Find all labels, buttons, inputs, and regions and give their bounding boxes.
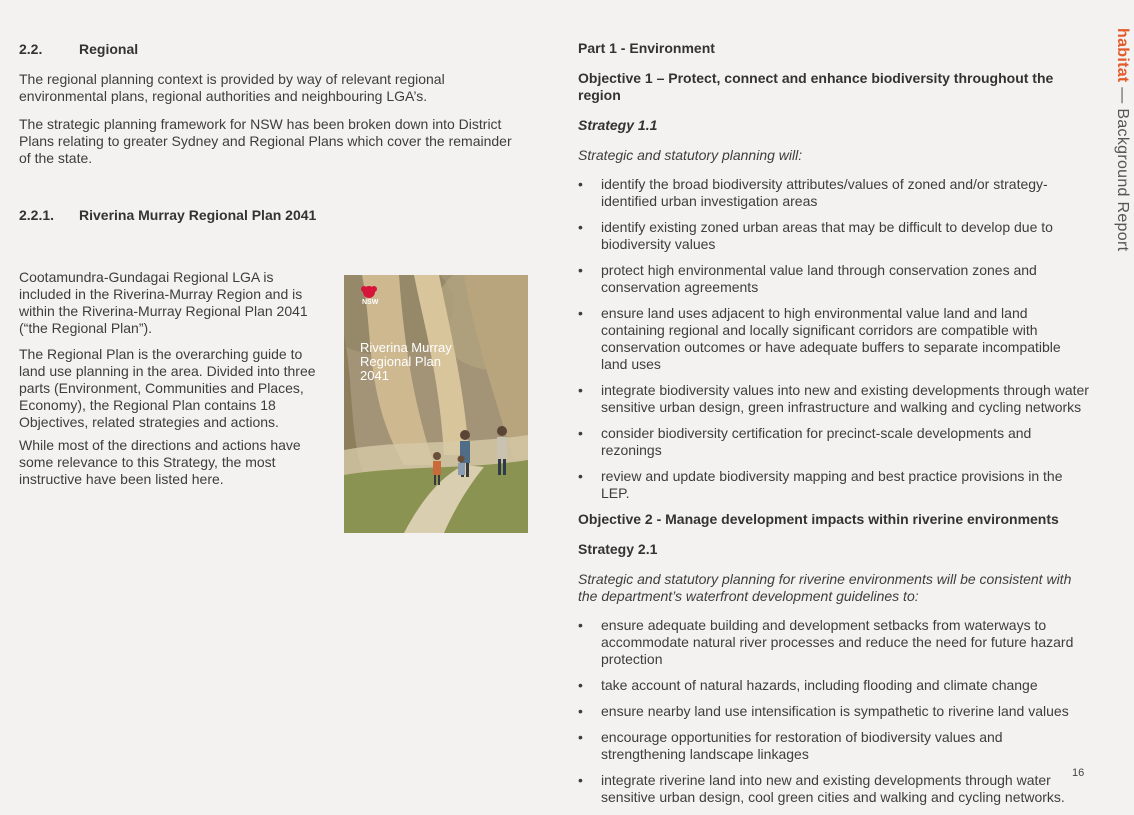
subsection-heading xyxy=(19,207,529,223)
objective-2-heading: Objective 2 - Manage development impacts within riverine environments xyxy=(578,511,1059,527)
list-item: • ensure nearby land use intensification is sympathetic to riverine land values xyxy=(578,703,1090,720)
list-item: • review and update biodiversity mapping and best practice provisions in the LEP. xyxy=(578,468,1090,502)
section-number: 2.2. xyxy=(19,41,43,57)
page-number: 16 xyxy=(1072,767,1085,779)
right-column xyxy=(578,40,1090,815)
regional-plan-cover-image xyxy=(344,275,528,533)
list-item: • identify the broad biodiversity attributes/values of zoned and/or strategy-identified urban investigation areas xyxy=(578,176,1090,210)
strategy-2-1-heading: Strategy 2.1 xyxy=(578,541,658,557)
list-item: • encourage opportunities for restoration of biodiversity values and strengthening landscape linkages xyxy=(578,729,1090,763)
list-item: • identify existing zoned urban areas that may be difficult to develop due to biodiversity values xyxy=(578,219,1090,253)
paragraph-lga: Cootamundra-Gundagai Regional LGA is included in the Riverina-Murray Region and is within the Riverina-Murray Regional Plan 2041 (“the Regional Plan”). xyxy=(19,269,308,336)
side-tab xyxy=(1113,28,1131,251)
cover-title: Riverina Murray Regional Plan 2041 xyxy=(360,340,452,383)
list-item: • take account of natural hazards, including flooding and climate change xyxy=(578,677,1090,694)
list-item: • protect high environmental value land through conservation zones and conservation agreements xyxy=(578,262,1090,296)
list-item: • ensure adequate building and development setbacks from waterways to accommodate natural river processes and reduce the need for future hazard protection xyxy=(578,617,1090,668)
brand-name: habitat xyxy=(1114,28,1131,83)
strategy-1-1-intro: Strategic and statutory planning will: xyxy=(578,147,803,163)
report-title: Background Report xyxy=(1114,108,1131,252)
section-heading xyxy=(19,41,529,57)
list-item: • integrate riverine land into new and existing developments through water sensitive urban design, cool green cities and walking and cycling networks. xyxy=(578,772,1090,806)
paragraph-strategic-framework: The strategic planning framework for NSW has been broken down into District Plans relating to greater Sydney and Regional Plans which cover the remainder of the state. xyxy=(19,116,512,166)
strategy-1-1-list xyxy=(578,176,1090,502)
list-item: • ensure land uses adjacent to high environmental value land and land containing regional and locally significant corridors are compatible with conservation outcomes or have adequate buffers to separate incompatible land uses xyxy=(578,305,1090,373)
paragraph-regional-plan: The Regional Plan is the overarching guide to land use planning in the area. Divided into three parts (Environment, Communities and Places, Economy), the Regional Plan contains 18 Objectives, related strategies and actions. xyxy=(19,346,316,430)
paragraph-directions: While most of the directions and actions have some relevance to this Strategy, the most instructive have been listed here. xyxy=(19,437,301,487)
subsection-title: Riverina Murray Regional Plan 2041 xyxy=(79,207,317,223)
subsection-number: 2.2.1. xyxy=(19,207,55,223)
objective-1-heading: Objective 1 – Protect, connect and enhance biodiversity throughout the region xyxy=(578,70,1054,103)
list-item: • integrate biodiversity values into new and existing developments through water sensitive urban design, green infrastructure and walking and cycling networks xyxy=(578,382,1090,416)
cover-illustration xyxy=(344,275,528,533)
paragraph-regional-context: The regional planning context is provided by way of relevant regional environmental plans, regional authorities and neighbouring LGA’s. xyxy=(19,71,445,104)
strategy-1-1-heading: Strategy 1.1 xyxy=(578,117,658,133)
list-item: • consider biodiversity certification for precinct-scale developments and rezonings xyxy=(578,425,1090,459)
section-title: Regional xyxy=(79,41,139,57)
part-heading: Part 1 - Environment xyxy=(578,40,715,56)
brand-dash: — xyxy=(1114,87,1131,104)
strategy-2-1-list xyxy=(578,617,1090,806)
cover-nsw-logo-text: NSW xyxy=(362,299,379,306)
strategy-2-1-intro: Strategic and statutory planning for riverine environments will be consistent with the department’s waterfront development guidelines to: xyxy=(578,571,1072,604)
